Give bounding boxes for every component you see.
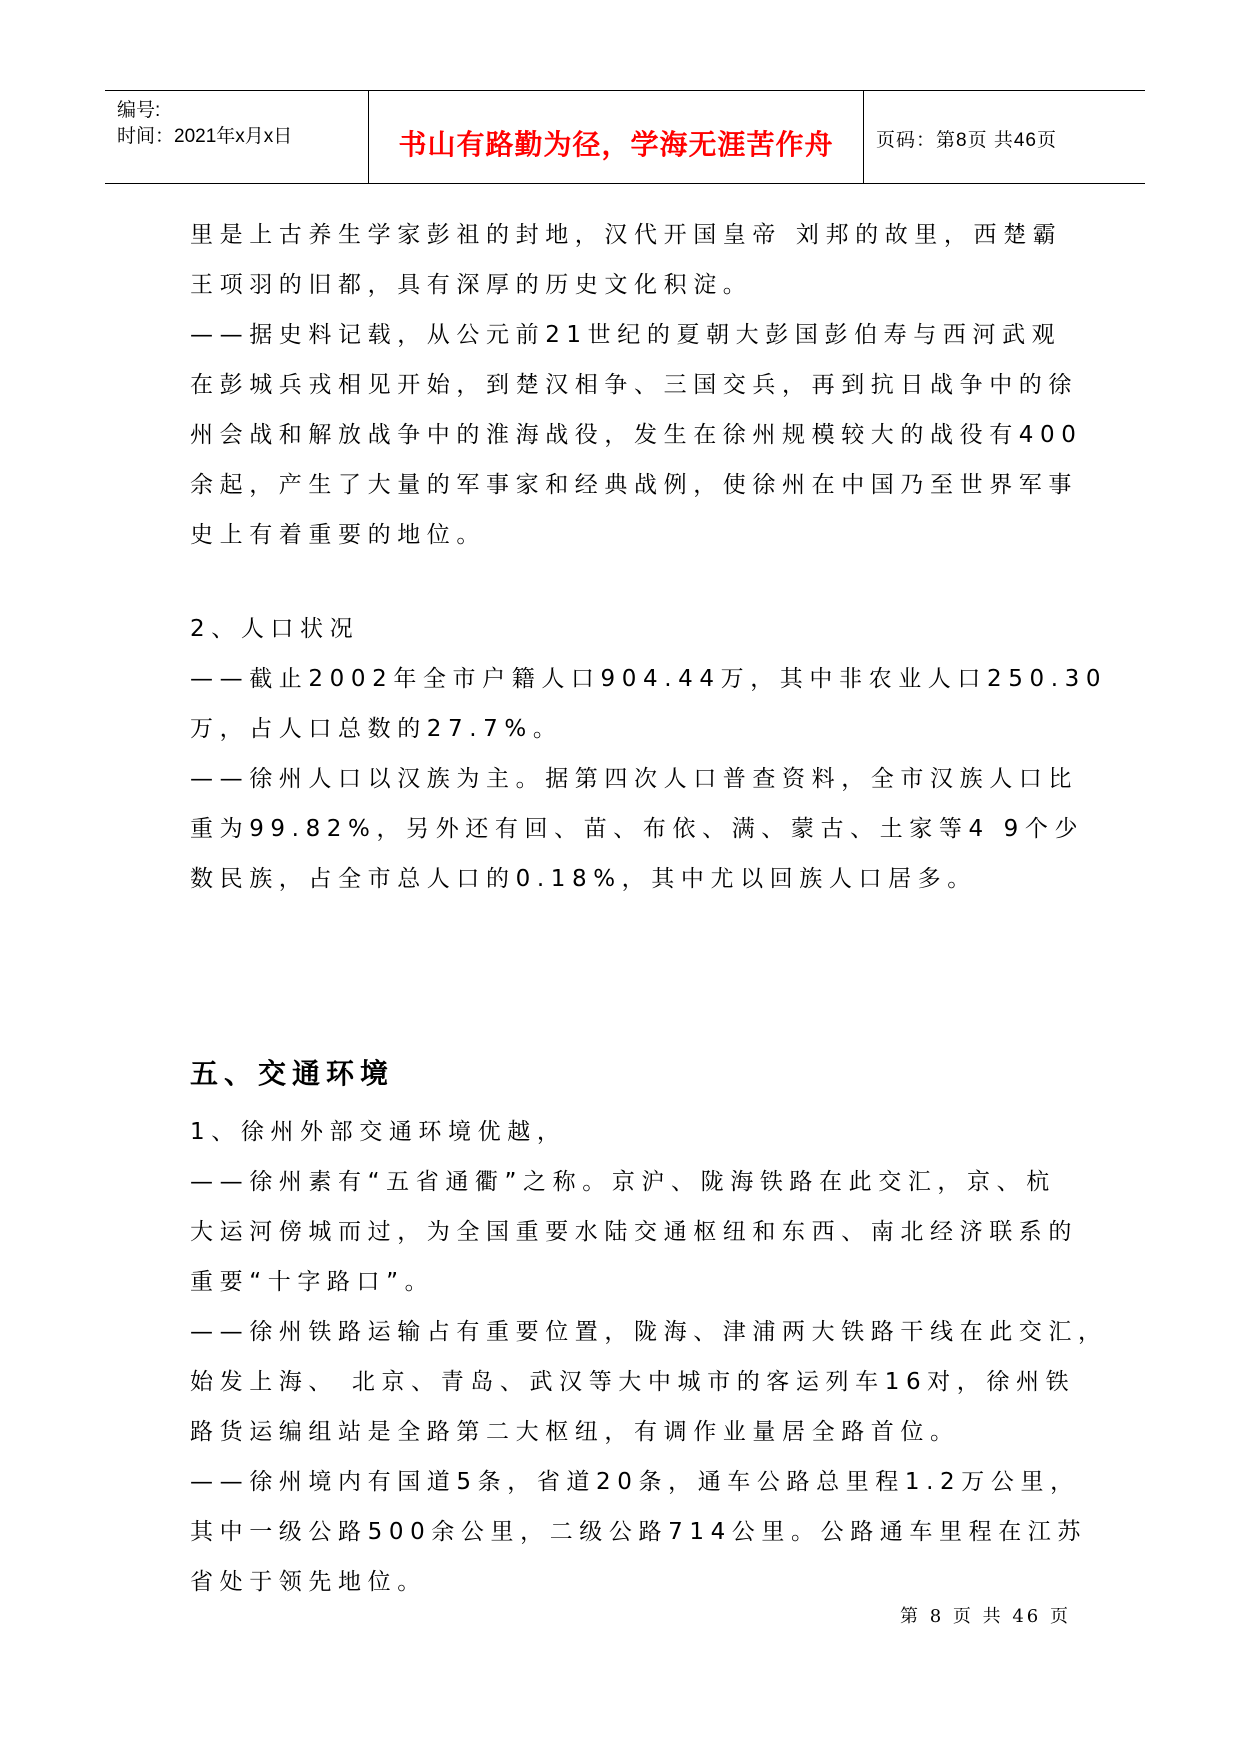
paragraph-line: 里是上古养生学家彭祖的封地，汉代开国皇帝 刘邦的故里，西楚霸 xyxy=(190,222,1063,248)
paragraph-line: 始发上海、 北京、青岛、武汉等大中城市的客运列车16对，徐州铁 xyxy=(190,1369,1076,1395)
paragraph-line: 重为99.82%，另外还有回、苗、布依、满、蒙古、土家等4 9个少 xyxy=(190,816,1085,842)
document-number-label: 编号: xyxy=(117,100,161,121)
page-header xyxy=(105,90,1145,184)
transport-section xyxy=(190,1107,1108,1607)
paragraph-line: 其中一级公路500余公里，二级公路714公里。公路通车里程在江苏 xyxy=(190,1519,1087,1545)
header-info-cell xyxy=(105,91,367,183)
paragraph-line: ——徐州人口以汉族为主。据第四次人口普查资料，全市汉族人口比 xyxy=(190,766,1078,792)
paragraph-line: 在彭城兵戎相见开始，到楚汉相争、三国交兵，再到抗日战争中的徐 xyxy=(190,372,1078,398)
subsection-heading: 2、人口状况 xyxy=(190,616,360,642)
section-title: 五、交通环境 xyxy=(190,1057,395,1090)
paragraph-line: 州会战和解放战争中的淮海战役，发生在徐州规模较大的战役有400 xyxy=(190,422,1083,448)
paragraph-line: ——据史料记载，从公元前21世纪的夏朝大彭国彭伯寿与西河武观 xyxy=(190,322,1062,348)
paragraph-line: ——徐州境内有国道5条，省道20条，通车公路总里程1.2万公里， xyxy=(190,1469,1080,1495)
subsection-heading: 1、徐州外部交通环境优越， xyxy=(190,1119,567,1145)
history-paragraphs xyxy=(190,210,1090,560)
paragraph-line: 重要“十字路口”。 xyxy=(190,1269,435,1295)
paragraph-line: ——徐州素有“五省通衢”之称。京沪、陇海铁路在此交汇，京、杭 xyxy=(190,1169,1056,1195)
population-section xyxy=(190,604,1108,904)
paragraph-line: 史上有着重要的地位。 xyxy=(190,522,486,548)
paragraph-line: 省处于领先地位。 xyxy=(190,1569,427,1595)
paragraph-line: 王项羽的旧都，具有深厚的历史文化积淀。 xyxy=(190,272,753,298)
motto-text: 书山有路勤为径，学海无涯苦作舟 xyxy=(398,128,834,161)
paragraph-line: 数民族，占全市总人口的0.18%，其中尤以回族人口居多。 xyxy=(190,866,977,892)
paragraph-line: 万，占人口总数的27.7%。 xyxy=(190,716,563,742)
paragraph-line: 路货运编组站是全路第二大枢纽，有调作业量居全路首位。 xyxy=(190,1419,960,1445)
paragraph-line: 余起，产生了大量的军事家和经典战例，使徐州在中国乃至世界军事 xyxy=(190,472,1078,498)
paragraph-line: ——截止2002年全市户籍人口904.44万，其中非农业人口250.30 xyxy=(190,666,1108,692)
document-time-label: 时间：2021年x月x日 xyxy=(117,126,293,147)
header-page-cell xyxy=(864,91,1144,183)
paragraph-line: ——徐州铁路运输占有重要位置，陇海、津浦两大铁路干线在此交汇， xyxy=(190,1319,1108,1345)
header-page-info: 页码：第8页 共46页 xyxy=(876,130,1057,151)
paragraph-line: 大运河傍城而过，为全国重要水陆交通枢纽和东西、南北经济联系的 xyxy=(190,1219,1078,1245)
header-motto-cell xyxy=(368,91,864,183)
page-footer: 第 8 页 共 46 页 xyxy=(900,1606,1071,1627)
